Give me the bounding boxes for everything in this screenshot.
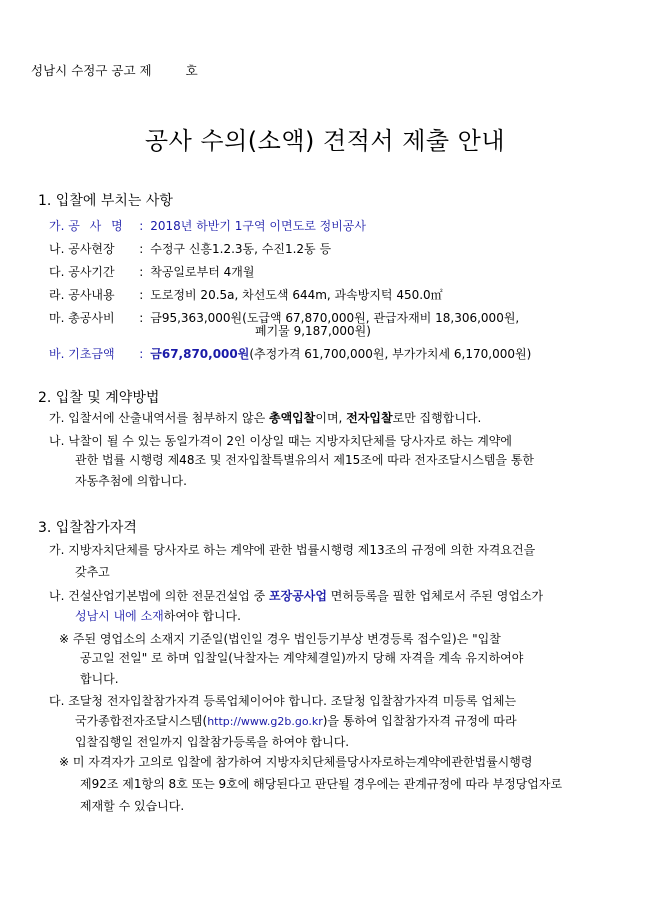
label-project-name: 공 사 명 (68, 219, 126, 233)
value-project-name: 2018년 하반기 1구역 이면도로 정비공사 (150, 219, 366, 233)
item-lottery-line3: 자동추첨에 의합니다. (75, 474, 187, 488)
item-qualification-c-line3: 입찰집행일 전일까지 입찰참가등록을 하여야 합니다. (75, 735, 350, 749)
item-project-name: 가. 공 사 명 : 2018년 하반기 1구역 이면도로 정비공사 (49, 219, 366, 233)
value-total-cost: 금95,363,000원(도급액 67,870,000원, 관급자재비 18,306,000원, (150, 311, 520, 325)
item-qualification-a-line2: 갖추고 (75, 565, 110, 579)
note2-line3: 제재할 수 있습니다. (80, 799, 185, 813)
note1-line1: ※ 주된 영업소의 소재지 기준일(법인일 경우 법인등기부상 변경등록 접수일)은 "입찰 (59, 632, 501, 646)
note-mark: ※ (59, 755, 70, 769)
seongnam-location: 성남시 내에 소재 (75, 609, 164, 623)
notice-suffix: 호 (185, 63, 198, 78)
label-period: 공사기간 (68, 265, 115, 279)
note2-line2: 제92조 제1항의 8호 또는 9호에 해당된다고 판단될 경우에는 관계규정에 따라 부정당업자로 (80, 777, 563, 791)
label-base-amount: 기초금액 (68, 347, 115, 361)
page-title: 공사 수의(소액) 견적서 제출 안내 (144, 127, 506, 155)
label-site: 공사현장 (68, 242, 115, 256)
value-period: 착공일로부터 4개월 (150, 265, 255, 279)
lump-sum-bid: 총액입찰 (268, 411, 316, 425)
note-mark: ※ (59, 632, 70, 646)
label-total-cost: 총공사비 (68, 311, 115, 325)
item-base-amount: 바. 기초금액 : 금67,870,000원(추정가격 61,700,000원, 부가가치세 6,170,000원) (49, 347, 532, 361)
value-content: 도로정비 20.5a, 차선도색 644m, 과속방지턱 450.0㎡ (150, 288, 443, 302)
item-qualification-c: 다. 조달청 전자입찰참가자격 등록업체이어야 합니다. 조달청 입찰참가자격 미등록 업체는 (49, 694, 517, 708)
item-total-cost: 마. 총공사비 : 금95,363,000원(도급액 67,870,000원, 관급자재비 18,306,000원, (49, 311, 520, 325)
section3-heading: 3. 입찰참가자격 (38, 520, 137, 536)
value-total-cost-continued: 폐기물 9,187,000원) (255, 324, 371, 338)
note2-line1: ※ 미 자격자가 고의로 입찰에 참가하여 지방자치단체를당사자로하는계약에관한법률시행령 (59, 755, 533, 769)
paving-license: 포장공사업 (268, 589, 327, 603)
electronic-bid: 전자입찰 (346, 411, 393, 425)
value-site: 수정구 신흥1.2.3동, 수진1.2동 등 (150, 242, 332, 256)
item-qualification-b: 나. 건설산업기본법에 의한 전문건설업 중 포장공사업 면허등록을 필한 업체로서 주된 영업소가 (49, 589, 544, 603)
item-content: 라. 공사내용 : 도로정비 20.5a, 차선도색 644m, 과속방지턱 450.0㎡ (49, 288, 443, 302)
section1-heading: 1. 입찰에 부치는 사항 (38, 193, 173, 209)
value-base-amount: 금67,870,000원 (150, 347, 250, 361)
item-period: 다. 공사기간 : 착공일로부터 4개월 (49, 265, 255, 279)
notice-prefix: 성남시 수정구 공고 제 (31, 63, 152, 78)
item-site: 나. 공사현장 : 수정구 신흥1.2.3동, 수진1.2동 등 (49, 242, 332, 256)
label-content: 공사내용 (68, 288, 115, 302)
notice-number (31, 61, 198, 79)
note1-line3: 합니다. (80, 672, 119, 686)
item-qualification-a: 가. 지방자치단체를 당사자로 하는 계약에 관한 법률시행령 제13조의 규정에 의한 자격요건을 (49, 543, 536, 557)
section2-heading: 2. 입찰 및 계약방법 (38, 390, 160, 406)
g2b-link[interactable]: http://www.g2b.go.kr (207, 715, 323, 728)
item-lottery-line2: 관한 법률 시행령 제48조 및 전자입찰특별유의서 제15조에 따라 전자조달시스템을 통한 (75, 453, 535, 467)
note1-line2: 공고일 전일" 로 하며 입찰일(낙찰자는 계약체결일)까지 당해 자격을 계속 유지하여야 (80, 651, 524, 665)
item-qualification-c-line2: 국가종합전자조달시스템(http://www.g2b.go.kr)을 통하여 입찰참가자격 규정에 따라 (75, 714, 517, 728)
item-lottery-line1: 나. 낙찰이 될 수 있는 동일가격이 2인 이상일 때는 지방자치단체를 당사자로 하는 계약에 (49, 434, 512, 448)
item-qualification-b-line2: 성남시 내에 소재하여야 합니다. (75, 609, 241, 623)
value-base-amount-detail: (추정가격 61,700,000원, 부가가치세 6,170,000원) (249, 347, 532, 361)
item-bid-method: 가. 입찰서에 산출내역서를 첨부하지 않은 총액입찰이며, 전자입찰로만 집행합니다. (49, 411, 482, 425)
